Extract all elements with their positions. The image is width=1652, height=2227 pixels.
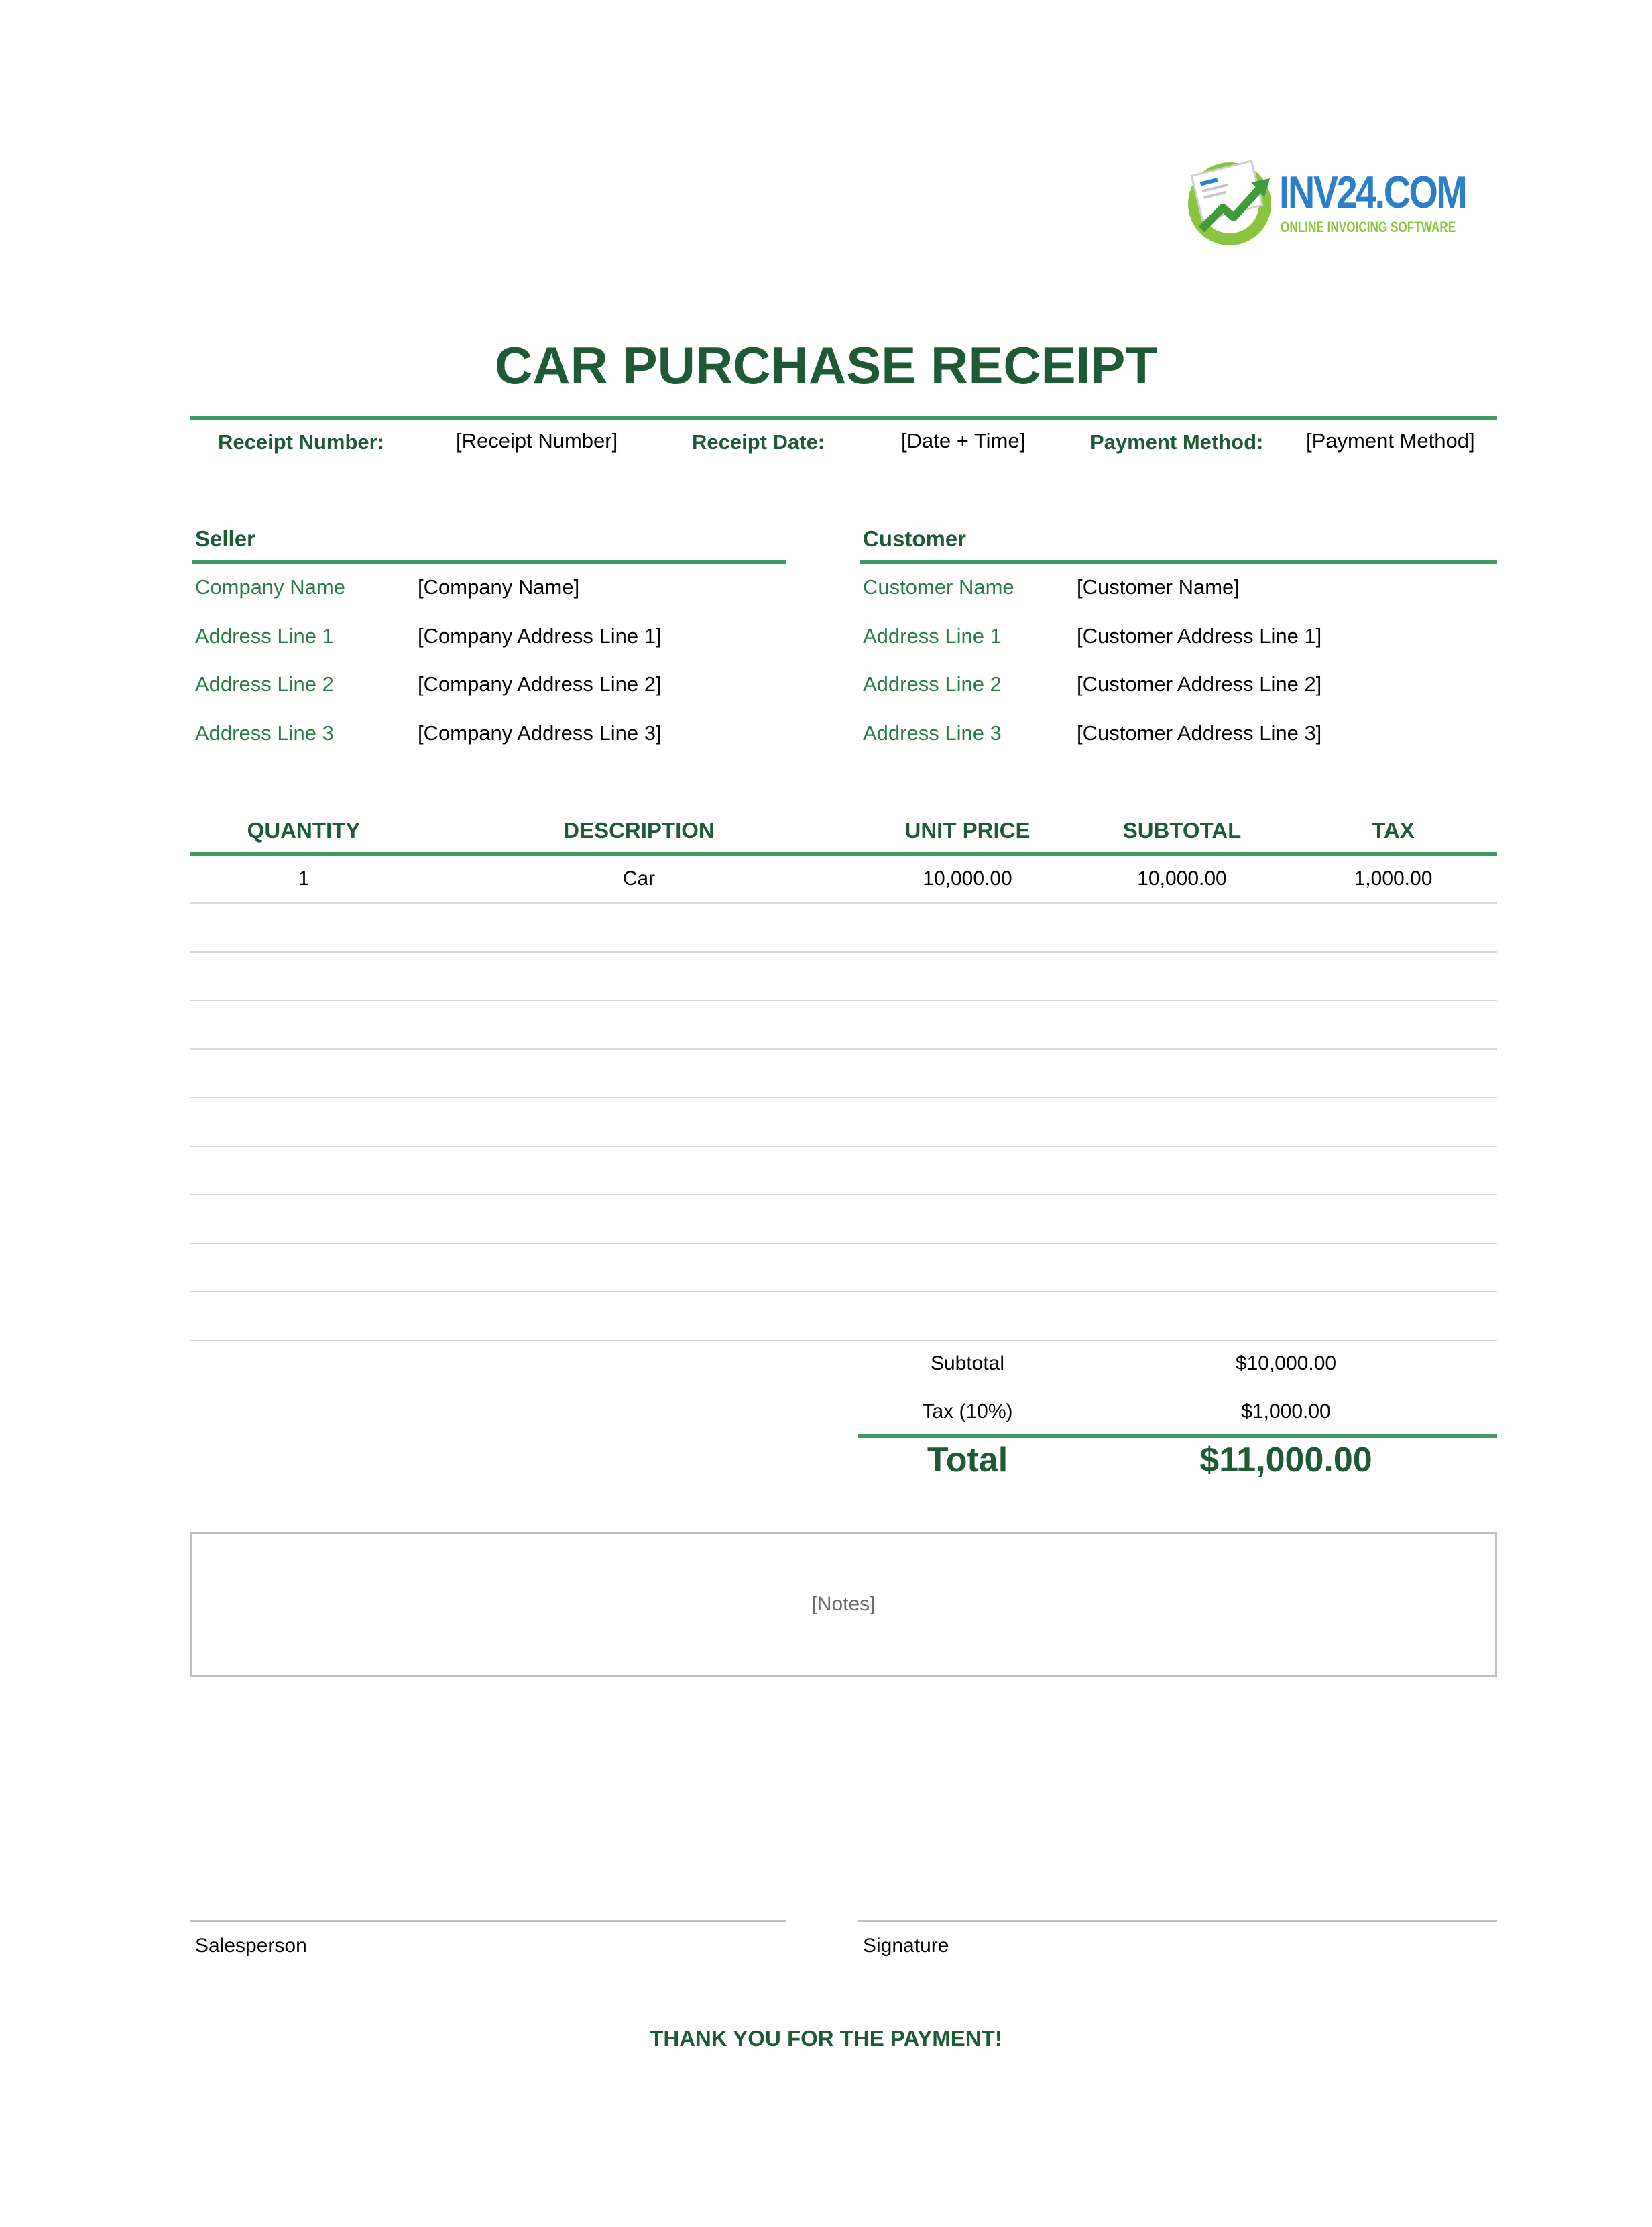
- invoice-growth-arrow-icon: [1181, 156, 1282, 247]
- seller-address-1-value: [Company Address Line 1]: [418, 624, 662, 648]
- seller-heading: Seller: [195, 526, 255, 551]
- col-description: DESCRIPTION: [563, 818, 715, 843]
- customer-address-2-label: Address Line 2: [863, 672, 1002, 696]
- logo-tagline: ONLINE INVOICING SOFTWARE: [1281, 219, 1456, 235]
- col-quantity: QUANTITY: [247, 818, 361, 843]
- thank-you-message: THANK YOU FOR THE PAYMENT!: [650, 2026, 1002, 2051]
- receipt-number-label: Receipt Number:: [218, 430, 385, 454]
- customer-name-value: [Customer Name]: [1077, 575, 1240, 599]
- row-divider: [190, 951, 1497, 953]
- row-divider: [190, 1048, 1497, 1050]
- customer-heading: Customer: [863, 526, 967, 551]
- row-divider: [190, 1291, 1497, 1292]
- receipt-number-value: [Receipt Number]: [456, 429, 618, 453]
- signature-label: Signature: [863, 1935, 949, 1957]
- seller-address-3-label: Address Line 3: [195, 721, 334, 745]
- col-subtotal: SUBTOTAL: [1122, 818, 1242, 843]
- total-divider: [858, 1434, 1497, 1438]
- col-tax: TAX: [1372, 818, 1415, 843]
- summary-tax-value: $1,000.00: [1241, 1400, 1331, 1423]
- row-divider: [190, 1243, 1497, 1244]
- row-1-description: Car: [622, 867, 656, 890]
- customer-address-3-value: [Customer Address Line 3]: [1077, 721, 1322, 745]
- row-divider: [190, 1000, 1497, 1001]
- payment-method-label: Payment Method:: [1090, 430, 1264, 454]
- salesperson-line: [190, 1920, 786, 1922]
- seller-address-3-value: [Company Address Line 3]: [418, 721, 662, 745]
- table-header-divider: [190, 852, 1497, 856]
- total-label: Total: [927, 1441, 1008, 1480]
- signature-line: [858, 1920, 1497, 1922]
- customer-divider: [860, 560, 1497, 564]
- summary-subtotal-value: $10,000.00: [1235, 1352, 1337, 1374]
- row-divider: [190, 902, 1497, 904]
- seller-address-2-label: Address Line 2: [195, 672, 334, 696]
- total-value: $11,000.00: [1199, 1441, 1372, 1480]
- customer-address-1-value: [Customer Address Line 1]: [1077, 624, 1322, 648]
- row-1-unit-price: 10,000.00: [923, 867, 1012, 890]
- seller-company-name-label: Company Name: [195, 575, 345, 599]
- summary-tax-label: Tax (10%): [922, 1400, 1013, 1423]
- summary-subtotal-label: Subtotal: [930, 1352, 1005, 1374]
- customer-name-label: Customer Name: [863, 575, 1014, 599]
- row-divider: [190, 1194, 1497, 1195]
- seller-divider: [192, 560, 786, 564]
- salesperson-label: Salesperson: [195, 1935, 307, 1957]
- row-divider: [190, 1146, 1497, 1147]
- customer-address-1-label: Address Line 1: [863, 624, 1002, 648]
- seller-company-name-value: [Company Name]: [418, 575, 580, 599]
- page-title: CAR PURCHASE RECEIPT: [494, 336, 1158, 395]
- receipt-date-value: [Date + Time]: [901, 429, 1026, 453]
- logo-name: INV24.COM: [1279, 167, 1466, 218]
- customer-address-2-value: [Customer Address Line 2]: [1077, 672, 1322, 696]
- row-1-tax: 1,000.00: [1354, 867, 1433, 890]
- notes-text: [Notes]: [811, 1593, 876, 1615]
- col-unit-price: UNIT PRICE: [904, 818, 1030, 843]
- row-divider: [190, 1340, 1497, 1341]
- seller-address-1-label: Address Line 1: [195, 624, 334, 648]
- payment-method-value: [Payment Method]: [1306, 429, 1475, 453]
- row-divider: [190, 1097, 1497, 1098]
- customer-address-3-label: Address Line 3: [863, 721, 1002, 745]
- title-divider: [190, 416, 1497, 420]
- seller-address-2-value: [Company Address Line 2]: [418, 672, 662, 696]
- receipt-date-label: Receipt Date:: [692, 430, 825, 454]
- row-1-subtotal: 10,000.00: [1137, 867, 1227, 890]
- row-1-quantity: 1: [298, 867, 310, 890]
